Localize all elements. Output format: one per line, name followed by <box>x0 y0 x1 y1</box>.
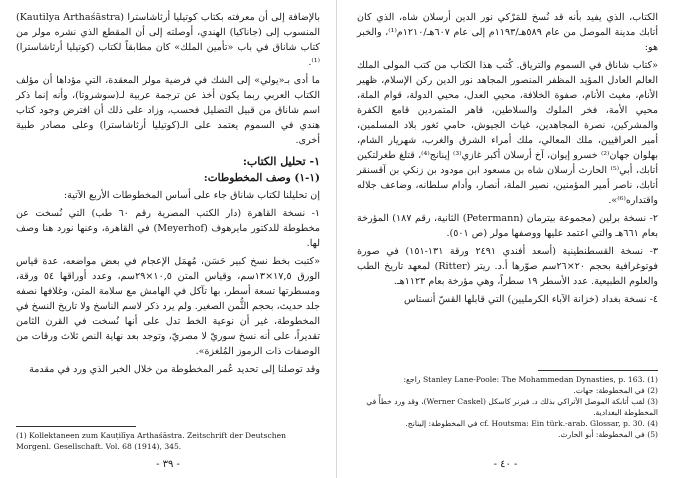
footnote: Stanley Lane-Poole: The Mohammedan Dynasties, p. 163. (1) راجع: <box>403 375 658 384</box>
paragraph: إن تحليلنا لكتاب شاناق جاء على أساس المخطوطات الأربع الآتية: <box>63 190 320 201</box>
footnote: (5) في المخطوطة: أبو الحارث. <box>558 430 658 439</box>
paragraph: بالإضافة إلى أن معرفته بكتاب كوتيليا أرثاشاسترا (Kautilya Arthaśāstra) المنسوب إلى (جاناكيا) الهندي، أوصلته إلى أن المقطع الذي نشره مولر من كتاب شاناق في باب «تأمين الملك» كان مطابقاً لكتاب (كوتيليا أرثاشاسترا)⁽¹⁾. <box>16 12 320 68</box>
manuscript-description: «كتبت بخط نسخ كبير حَسَن، مُهمَل الإعجام في بعض مواضعه، عدة قياس الورق ١٧,٥×١٣سم، وقياس المتن ١٠,٥×٢٩سم، وعدد أوراقها ٥٤ ورقة، ومسطرتها تسعة أسطر، بها تآكل في الهامش مع سلامة المتن، وغلافها نصفه جلد حديث، بحجم الثُّمن الصغير. ولم يرد ذكر لاسم الناسخ ولا تاريخ النسخ في المخطوطة، غير أن نوعية الخط تدل على أنها نُسخت في القرن الثامن تقديراً، على أنه نسخ سوريّ لا مصريّ، وتوجد بعد نهاية النص ثلاث ورقات من الوصفات ذات الرموز المُلغزة». <box>16 256 320 357</box>
quotation: «كتاب شاناق في السموم والترياق. كُتب هذا الكتاب من كتب المولى الملك العالم العادل المؤيد المظفر المنصور المجاهد نور الدين ركن الإسلام، ظهير الأنام، مغيث الأنام، صفوة الخلافة، محيي العدل، محيي الدولة، قوام الملة، محيي الأمة، فخر الملوك والسلاطين، قاهر المتمردين قامع الكفرة والمشركين، نصرة المجاهدين، غياث الجيوش، حامي ثغور بلاد المسلمين، أمير العراقيين، ملك المعالي، ملك أمراء الشرق والغرب، شهريار الشام، بهلوان جهان⁽²⁾ خسرو إيوان، آخ أرسلان أكبر غازي⁽³⁾ إينانج⁽⁴⁾، قتلغ طغرلتكين أتابك، أبي⁽⁵⁾ الحارث أرسلان شاه بن مسعود ابن مودود بن زنكي بن آقسنقر أتابك، ناصر أمير المؤمنين، نصير الملة، أنصار، وأدام سلطانه، وضاعف جلاله واقتداره⁽⁶⁾». <box>357 60 658 206</box>
manuscript-item: ١- نسخة القاهرة (دار الكتب المصرية رقم ٦٠ طب) التي نُسخت عن مخطوطة للدكتور مايرهوف (Meyerhof) في القاهرة، وعنها نورد هنا وصف لها. <box>16 208 320 249</box>
footnote: (1) Kollektaneen zum Kauṭilīya Arthaśāstra. Zeitschrift der Deutschen Morgenl. Gesellschaft. Vol. 68 (1914), 345. <box>16 431 287 451</box>
manuscript-item: ٤- نسخة بغداد (خزانة الآباء الكرمليين) التي قابلها القسّ أنستاس <box>404 294 658 305</box>
page-40-body <box>357 10 658 310</box>
page-number: - ٤٠ - <box>493 459 518 470</box>
subsection-heading: (١-١) وصف المخطوطات: <box>203 172 320 184</box>
footnote: (2) في المخطوطة: جهات. <box>573 386 658 395</box>
page-39-body <box>16 10 320 380</box>
page-40-footnotes <box>353 374 658 440</box>
manuscript-item: ٣- نسخة القسطنطينية (أسعد أفندي ٢٤٩١ ورقة ١٣١-١٥١) في صورة فوتوغرافية بحجم ٢٠×٢٦سم صوّرها أ.د. ريتر (Ritter) لمعهد تاريخ الطب والعلوم الطبيعية. عدد الأسطر ١٩ سطراً، وهي مؤرخة بعام ١١٢٣هـ. <box>357 246 658 287</box>
paragraph: ما أدى بـ«يولي» إلى الشك في فرضية مولر المعقدة، التي مؤداها أن مؤلف الكتاب العربي ربما يكون أخذ عن ترجمة عربية لـ(سوشروتا)، وأنه إنما ذكر اسم شاناق من قبيل التضليل فحسب، وزاد على ذلك أن افترض وجود كتاب هندي في السموم يعتمد على الـ(كوتيليا أرثاشاسترا) وعلى مصادر طبية أخرى. <box>16 75 320 146</box>
manuscript-item: ٢- نسخة برلين (مجموعة بيترمان (Petermann) الثانية، رقم ١٨٧) المؤرخة بعام ٦٦١هـ والتي اعتمد عليها ووصفها مولر (ص ٥٠١). <box>357 213 658 239</box>
page-39-footnotes <box>16 430 320 452</box>
page-number: - ٣٩ - <box>156 459 180 470</box>
paragraph: وقد توصلنا إلى تحديد عُمر المخطوطة من خلال الخبر الذي ورد في مقدمة <box>29 364 320 375</box>
page-40 <box>337 0 674 478</box>
paragraph: الكتاب، الذي يفيد بأنه قد نُسخ للمَرْكي نور الدين أرسلان شاه، الذي كان أتابك مدينة الموصل من عام ٥٨٩هـ/١١٩٣م إلى عام ٦٠٧هـ/١٢١٠م⁽¹⁾، والخبر هو: <box>357 12 658 53</box>
footnote: cf. Houtsma: Ein türk.-arab. Glossar, p. 30. (4) في المخطوطة: إلينانج. <box>405 419 658 428</box>
footnote: (3) لقب أتابكة الموصل الأتراكي بذلك د. فيرنر كاسكل (Werner Caskel)، وقد ورد خطأً في المخطوطة البغدادية. <box>366 397 658 417</box>
footnote-divider <box>538 370 658 371</box>
footnote-divider <box>16 426 136 427</box>
section-heading: ١- تحليل الكتاب: <box>242 155 320 168</box>
